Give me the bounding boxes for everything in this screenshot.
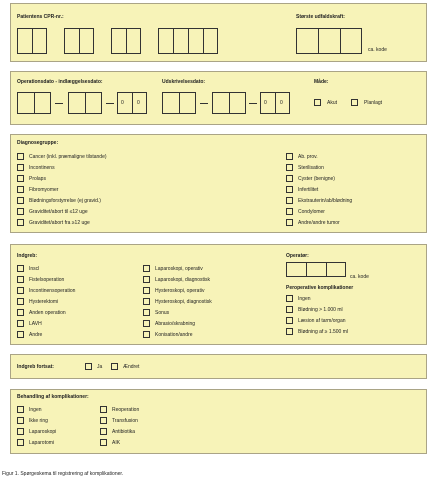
procedure-panel — [10, 244, 427, 345]
procedure-col1-item-label: Inscl — [29, 266, 40, 272]
periop-item-checkbox[interactable] — [286, 295, 293, 302]
diagnosis-right-item-checkbox[interactable] — [286, 153, 293, 160]
treatment-col1-item-checkbox[interactable] — [17, 417, 24, 424]
figure-caption: Figur 1. Spørgeskema til registrering af komplikationer. — [2, 471, 124, 477]
urgency-acute-label: Akut — [327, 100, 338, 106]
diagnosis-right-item-label: Cyster (benigne) — [298, 176, 335, 182]
continued-yes-checkbox[interactable] — [85, 363, 92, 370]
diagnosis-right-item-checkbox[interactable] — [286, 175, 293, 182]
procedure-title: Indgreb: — [17, 253, 37, 259]
op-date-label: Operationsdato - indlæggelsesdato: — [17, 79, 103, 85]
procedure-col2-item-checkbox[interactable] — [143, 298, 150, 305]
diagnosis-left-item-label: Fibromyomer — [29, 187, 59, 193]
discharge-year-digit-2: 0 — [280, 100, 283, 106]
procedure-continued-label: Indgreb fortsat: — [17, 364, 54, 370]
periop-item-checkbox[interactable] — [286, 306, 293, 313]
periop-item-label: Ingen — [298, 296, 311, 302]
urgency-planned-checkbox[interactable] — [351, 99, 358, 106]
periop-item-label: Læsion af tarm/organ — [298, 318, 346, 324]
op-year-digit-1: 0 — [121, 100, 124, 106]
procedure-col1-item-checkbox[interactable] — [17, 320, 24, 327]
diagnosis-right-item-label: Andre/andre tumor — [298, 220, 340, 226]
periop-item-checkbox[interactable] — [286, 328, 293, 335]
urgency-acute-checkbox[interactable] — [314, 99, 321, 106]
diagnosis-right-item-checkbox[interactable] — [286, 186, 293, 193]
diagnosis-right-item-label: Ekstrauterin/ab/blødning — [298, 198, 353, 204]
procedure-col1-item-label: Anden operation — [29, 310, 66, 316]
diagnosis-left-item-label: Graviditet/abort fra ≥12 uge — [29, 220, 90, 226]
periop-title: Peroperative komplikationer — [286, 285, 354, 291]
treatment-col2-item-checkbox[interactable] — [100, 406, 107, 413]
height-unit: ca. kode — [368, 47, 387, 53]
diagnosis-right-item-checkbox[interactable] — [286, 208, 293, 215]
procedure-col2-item-label: Hysteroskopi, diagnostisk — [155, 299, 212, 305]
procedure-col2-item-checkbox[interactable] — [143, 320, 150, 327]
continued-changed-checkbox[interactable] — [111, 363, 118, 370]
procedure-col2-item-label: Laparoskopi, operativ — [155, 266, 203, 272]
procedure-col2-item-checkbox[interactable] — [143, 309, 150, 316]
procedure-col1-item-label: Incontinensoperation — [29, 288, 76, 294]
procedure-col2-item-checkbox[interactable] — [143, 265, 150, 272]
diagnosis-left-item-checkbox[interactable] — [17, 219, 24, 226]
diagnosis-left-item-label: Incontinens — [29, 165, 55, 171]
urgency-planned-label: Planlagt — [364, 100, 383, 106]
diagnosis-right-item-checkbox[interactable] — [286, 219, 293, 226]
diagnosis-left-item-checkbox[interactable] — [17, 153, 24, 160]
procedure-col2-item-checkbox[interactable] — [143, 331, 150, 338]
diagnosis-right-item-checkbox[interactable] — [286, 164, 293, 171]
procedure-col2-item-label: Sonus — [155, 310, 170, 316]
procedure-col2-item-label: Konisation/andre — [155, 332, 193, 338]
diagnosis-title: Diagnosegruppe: — [17, 140, 59, 146]
complication-treatment-title: Behandling af komplikationer: — [17, 394, 89, 400]
diagnosis-left-item-label: Cancer (inkl. præmaligne tilstande) — [29, 154, 107, 160]
cpr-label: Patientens CPR-nr.: — [17, 14, 64, 20]
operator-unit: ca. kode — [350, 274, 369, 280]
diagnosis-right-item-label: Infertilitet — [298, 187, 319, 193]
diagnosis-left-item-label: Blødningsforstyrrelse (ej gravid.) — [29, 198, 101, 204]
periop-item-checkbox[interactable] — [286, 317, 293, 324]
diagnosis-right-item-label: Sterilisation — [298, 165, 324, 171]
diagnosis-right-item-label: Ab. prov. — [298, 154, 318, 160]
treatment-col1-item-checkbox[interactable] — [17, 428, 24, 435]
treatment-col1-item-checkbox[interactable] — [17, 406, 24, 413]
procedure-col1-item-checkbox[interactable] — [17, 331, 24, 338]
periop-item-label: Blødning af ≥ 1.500 ml — [298, 329, 348, 335]
diagnosis-panel — [10, 134, 427, 233]
treatment-col1-item-label: Laparotomi — [29, 440, 55, 446]
procedure-col1-item-checkbox[interactable] — [17, 287, 24, 294]
treatment-col2-item-checkbox[interactable] — [100, 428, 107, 435]
operator-input[interactable] — [286, 262, 346, 277]
procedure-col2-item-label: Abrasio/skrabning — [155, 321, 196, 327]
procedure-col1-item-checkbox[interactable] — [17, 276, 24, 283]
procedure-col2-item-label: Laparoskopi, diagnostisk — [155, 277, 211, 283]
procedure-col1-item-label: Fistelsoperation — [29, 277, 65, 283]
continued-changed-label: Ændret — [123, 364, 140, 370]
discharge-date-label: Udskrivelsesdato: — [162, 79, 206, 85]
diagnosis-left-item-checkbox[interactable] — [17, 186, 24, 193]
diagnosis-left-item-label: Graviditet/abort til ≤12 uge — [29, 209, 88, 215]
discharge-year-digit-1: 0 — [264, 100, 267, 106]
procedure-col1-item-checkbox[interactable] — [17, 298, 24, 305]
diagnosis-left-item-label: Prolaps — [29, 176, 46, 182]
treatment-col1-item-label: Ingen — [29, 407, 42, 413]
procedure-col2-item-checkbox[interactable] — [143, 276, 150, 283]
procedure-col1-item-label: LAVH — [29, 321, 42, 327]
diagnosis-right-item-checkbox[interactable] — [286, 197, 293, 204]
procedure-continued-panel — [10, 354, 427, 379]
treatment-col2-item-label: Antibiotika — [112, 429, 136, 435]
complication-treatment-panel — [10, 389, 427, 454]
dates-panel — [10, 71, 427, 125]
cpr-panel — [10, 3, 427, 62]
op-year-digit-2: 0 — [137, 100, 140, 106]
treatment-col2-item-label: Transfusion — [112, 418, 138, 424]
treatment-col1-item-checkbox[interactable] — [17, 439, 24, 446]
procedure-col1-item-label: Hysterektomi — [29, 299, 59, 305]
procedure-col2-item-label: Hysteroskopi, operativ — [155, 288, 205, 294]
continued-yes-label: Ja — [97, 364, 103, 370]
diagnosis-left-item-checkbox[interactable] — [17, 197, 24, 204]
diagnosis-right-item-label: Condylomer — [298, 209, 325, 215]
height-input[interactable] — [296, 28, 362, 54]
operator-label: Operatør: — [286, 253, 309, 259]
diagnosis-left-item-checkbox[interactable] — [17, 208, 24, 215]
periop-item-label: Blødning > 1.000 ml — [298, 307, 343, 313]
treatment-col2-item-checkbox[interactable] — [100, 417, 107, 424]
procedure-col1-item-checkbox[interactable] — [17, 309, 24, 316]
treatment-col2-item-checkbox[interactable] — [100, 439, 107, 446]
procedure-col1-item-checkbox[interactable] — [17, 265, 24, 272]
diagnosis-left-item-checkbox[interactable] — [17, 164, 24, 171]
procedure-col2-item-checkbox[interactable] — [143, 287, 150, 294]
procedure-col1-item-label: Andre — [29, 332, 43, 338]
height-label: Største udfaldskraft: — [296, 14, 345, 20]
diagnosis-left-item-checkbox[interactable] — [17, 175, 24, 182]
treatment-col2-item-label: AIK — [112, 440, 121, 446]
treatment-col1-item-label: Ikke ring — [29, 418, 48, 424]
treatment-col1-item-label: Laparoskopi — [29, 429, 57, 435]
urgency-label: Måde: — [314, 79, 329, 85]
treatment-col2-item-label: Reoperation — [112, 407, 140, 413]
